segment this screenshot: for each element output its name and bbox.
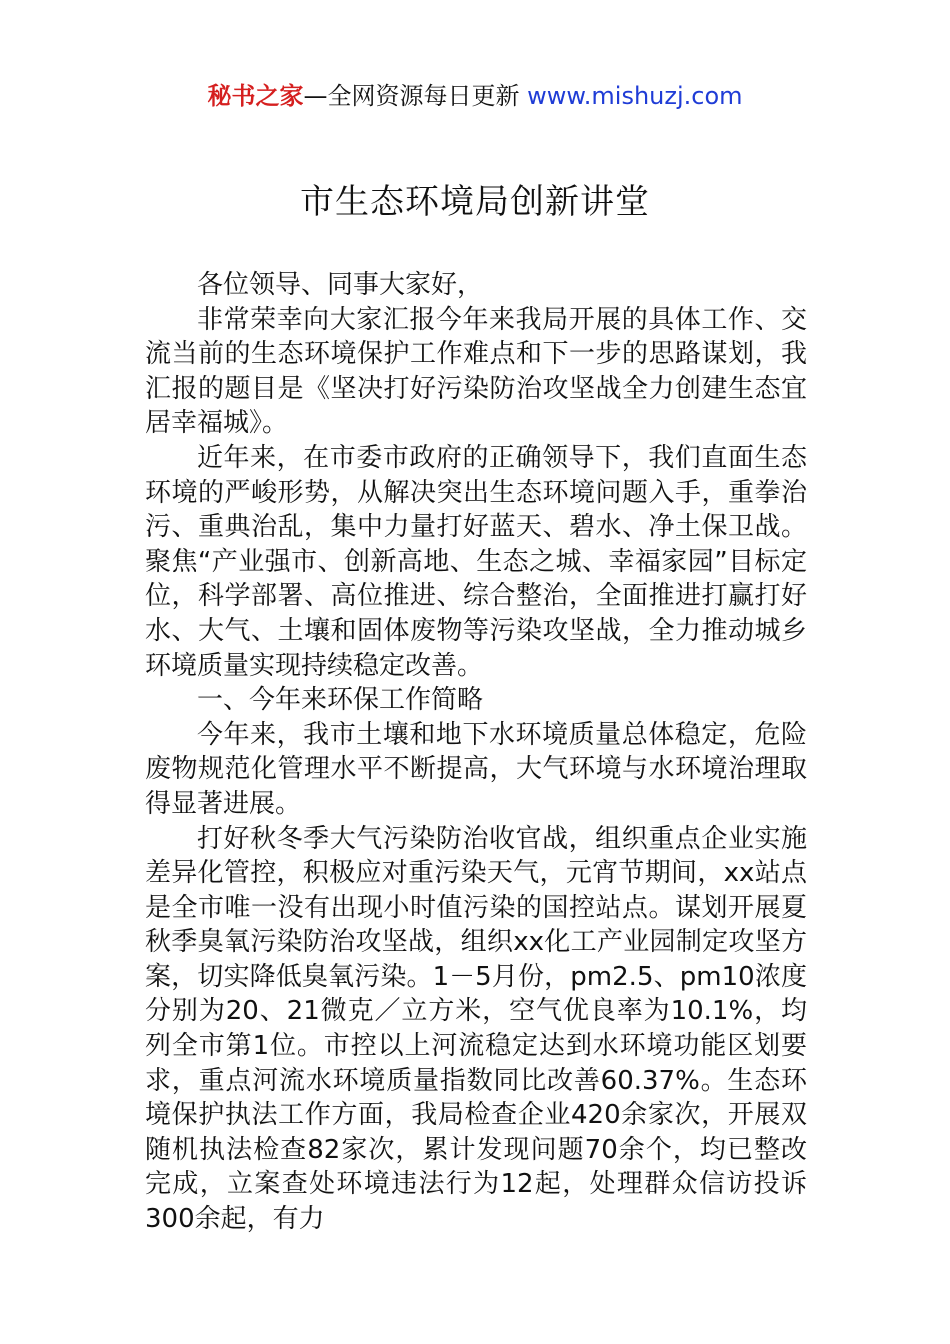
site-tagline: —全网资源每日更新 (303, 82, 520, 110)
document-body (145, 268, 807, 1237)
site-url-link[interactable]: www.mishuzj.com (527, 82, 743, 110)
background-paragraph: 近年来，在市委市政府的正确领导下，我们直面生态环境的严峻形势，从解决突出生态环境问题入手，重拳治污、重典治乱，集中力量打好蓝天、碧水、净土保卫战。聚焦“产业强市、创新高地、生态之城、幸福家园”目标定位，科学部署、高位推进、综合整治，全面推进打赢打好水、大气、土壤和固体废物等污染攻坚战，全力推动城乡环境质量实现持续稳定改善。 (145, 442, 807, 681)
intro-paragraph: 非常荣幸向大家汇报今年来我局开展的具体工作、交流当前的生态环境保护工作难点和下一步的思路谋划，我汇报的题目是《坚决打好污染防治攻坚战全力创建生态宜居幸福城》。 (145, 304, 807, 439)
site-banner (0, 80, 950, 112)
summary-paragraph: 今年来，我市土壤和地下水环境质量总体稳定，危险废物规范化管理水平不断提高，大气环境与水环境治理取得显著进展。 (145, 719, 807, 819)
section-heading: 一、今年来环保工作简略 (197, 685, 484, 716)
document-title: 市生态环境局创新讲堂 (300, 182, 650, 222)
air-pollution-paragraph: 打好秋冬季大气污染防治收官战，组织重点企业实施差异化管控，积极应对重污染天气，元宵节期间，xx站点是全市唯一没有出现小时值污染的国控站点。谋划开展夏秋季臭氧污染防治攻坚战，组织xx化工产业园制定攻坚方案，切实降低臭氧污染。1－5月份，pm2.5、pm10浓度分别为20、21微克／立方米，空气优良率为10.1%，均列全市第1位。市控以上河流稳定达到水环境功能区划要求，重点河流水环境质量指数同比改善60.37%。生态环境保护执法工作方面，我局检查企业420余家次，开展双随机执法检查82家次，累计发现问题70余个，均已整改完成，立案查处环境违法行为12起，处理群众信访投诉300余起，有力 (145, 823, 807, 1235)
greeting-paragraph: 各位领导、同事大家好， (197, 270, 484, 300)
site-brand: 秘书之家 (207, 82, 304, 110)
